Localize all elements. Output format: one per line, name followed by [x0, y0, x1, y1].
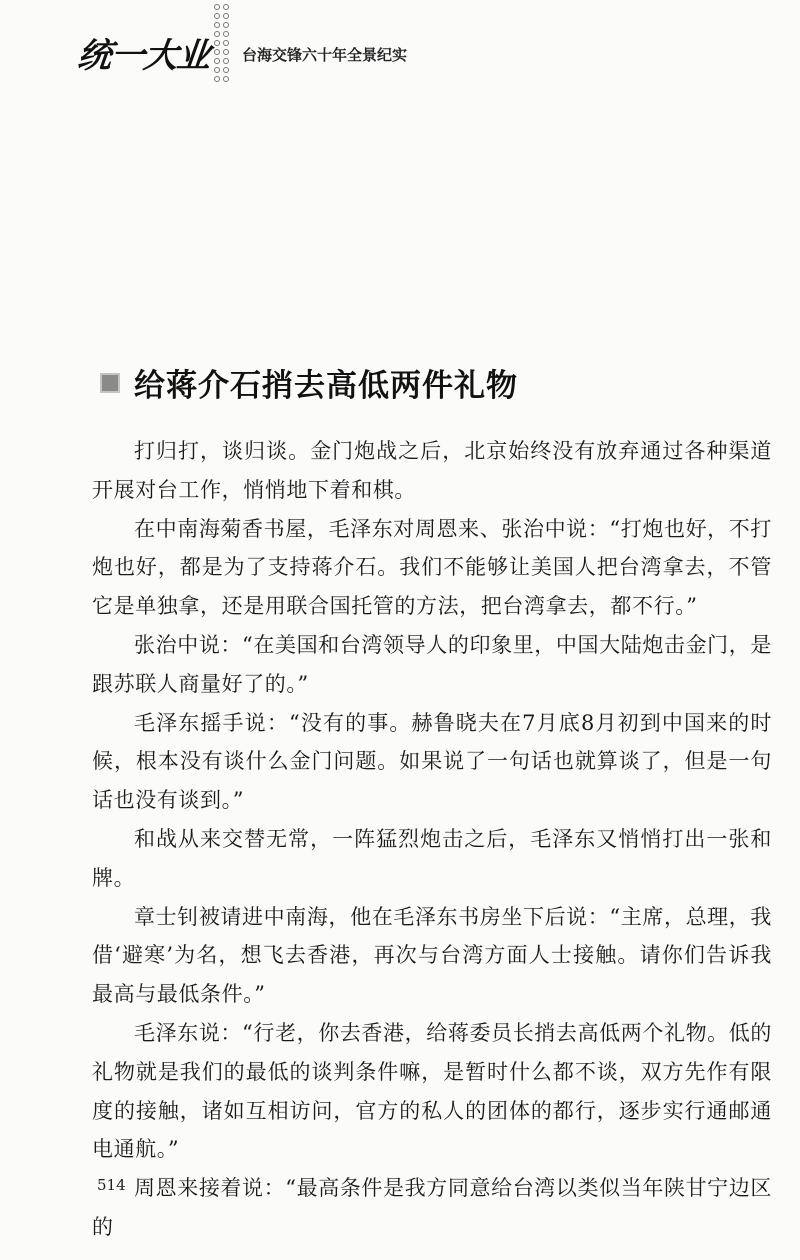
- paragraph: 周恩来接着说：“最高条件是我方同意给台湾以类似当年陕甘宁边区的: [92, 1176, 772, 1239]
- section-title: 给蒋介石捎去高低两件礼物: [134, 368, 518, 404]
- running-header: [0, 0, 800, 80]
- paragraph: 毛泽东摇手说：“没有的事。赫鲁晓夫在7月底8月初到中国来的时候，根本没有谈什么金门问题。如果说了一句话也就算谈了，但是一句话也没有谈到。”: [92, 710, 772, 813]
- paragraph: 章士钊被请进中南海，他在毛泽东书房坐下后说：“主席，总理，我借‘避寒’为名，想飞去香港，再次与台湾方面人士接触。请你们告诉我最高与最低条件。”: [92, 904, 772, 1007]
- book-subtitle: 台海交锋六十年全景纪实: [242, 46, 408, 64]
- paragraph: 张治中说：“在美国和台湾领导人的印象里，中国大陆炮击金门，是跟苏联人商量好了的。”: [92, 632, 772, 696]
- decorative-dots: [214, 4, 232, 70]
- section-heading: [100, 360, 518, 405]
- body-text: [92, 432, 772, 1247]
- page-number: 514: [97, 1176, 126, 1194]
- paragraph: 和战从来交替无常，一阵猛烈炮击之后，毛泽东又悄悄打出一张和牌。: [92, 826, 772, 890]
- square-bullet-icon: [100, 373, 120, 393]
- paragraph: 打归打，谈归谈。金门炮战之后，北京始终没有放弃通过各种渠道开展对台工作，悄悄地下着和棋。: [92, 439, 772, 502]
- paragraph: 在中南海菊香书屋，毛泽东对周恩来、张治中说：“打炮也好，不打炮也好，都是为了支持蒋介石。我们不能够让美国人把台湾拿去，不管它是单独拿，还是用联合国托管的方法，把台湾拿去，都不行。”: [92, 516, 772, 619]
- paragraph: 毛泽东说：“行老，你去香港，给蒋委员长捎去高低两个礼物。低的礼物就是我们的最低的谈判条件嘛，是暂时什么都不谈，双方先作有限度的接触，诸如互相访问，官方的私人的团体的都行，逐步实行通邮通电通航。”: [92, 1020, 772, 1162]
- book-brand-logo: 统一大业: [75, 36, 212, 76]
